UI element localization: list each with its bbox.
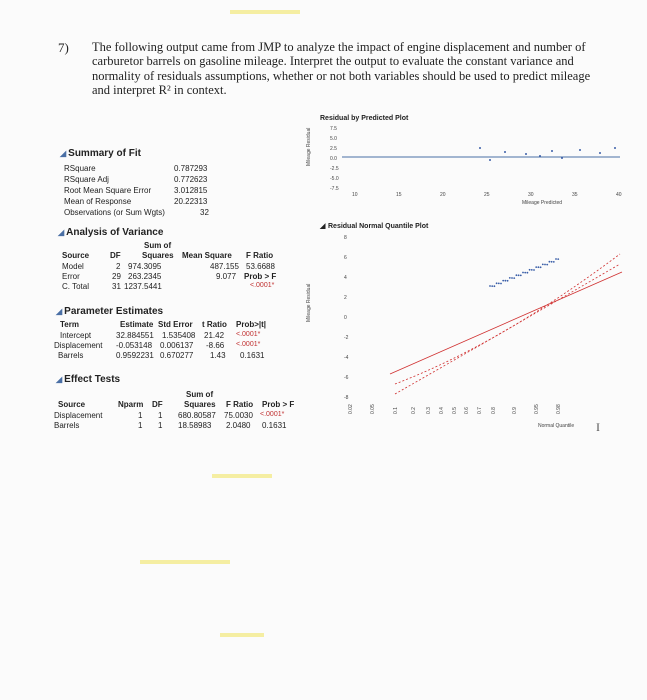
residual-point xyxy=(579,149,581,151)
anova-ss: 974.3095 xyxy=(128,262,162,271)
effect-source: Displacement xyxy=(54,411,103,420)
residual-plot-ytick: 5.0 xyxy=(330,136,337,142)
anova-source: C. Total xyxy=(62,282,89,291)
quantile-point xyxy=(542,264,544,266)
quantile-point xyxy=(531,269,533,271)
effect-header-df: DF xyxy=(152,400,163,409)
quantile-plot-xtick: 0.9 xyxy=(512,407,518,414)
param-est: -0.053148 xyxy=(116,341,153,350)
quantile-point xyxy=(522,272,524,274)
quantile-point xyxy=(500,283,502,285)
residual-point xyxy=(599,152,601,154)
effect-header-ss-top: Sum of xyxy=(186,390,214,399)
residual-point xyxy=(504,151,506,153)
param-se: 1.535408 xyxy=(162,331,196,340)
effect-ss: 18.58983 xyxy=(178,421,212,430)
quantile-plot-ytick: -6 xyxy=(344,375,349,381)
residual-plot-xtick: 30 xyxy=(528,192,534,198)
disclosure-triangle-icon[interactable]: ◢ xyxy=(56,375,63,384)
effect-tests xyxy=(56,374,316,444)
residual-plot-yticks xyxy=(330,126,339,192)
quantile-point xyxy=(529,269,531,271)
param-header-est: Estimate xyxy=(120,320,154,329)
param-t: 21.42 xyxy=(204,331,225,340)
residual-plot-ytick: -2.5 xyxy=(330,166,339,172)
anova-header-ms: Mean Square xyxy=(182,251,232,260)
quantile-point xyxy=(518,274,520,276)
residual-point xyxy=(614,147,616,149)
effect-f: 2.0480 xyxy=(226,421,251,430)
effect-tests-title[interactable]: ◢ Effect Tests xyxy=(56,374,121,385)
effect-header-source: Source xyxy=(58,400,86,409)
quantile-point xyxy=(489,285,491,287)
param-p: <.0001* xyxy=(236,331,261,338)
effect-nparm: 1 xyxy=(138,421,143,430)
anova-ss: 1237.5441 xyxy=(124,282,162,291)
anova-df: 31 xyxy=(112,282,121,291)
quantile-point xyxy=(557,258,559,260)
quantile-point xyxy=(498,283,500,285)
margin-mark: I xyxy=(596,420,600,434)
residual-plot-xtick: 10 xyxy=(352,192,358,198)
quantile-point xyxy=(546,264,548,266)
residual-plot-xlabel: Mileage Predicted xyxy=(522,200,563,206)
quantile-point xyxy=(544,264,546,266)
quantile-point xyxy=(549,261,551,263)
anova-prob-label: Prob > F xyxy=(244,272,277,281)
param-se: 0.006137 xyxy=(160,341,194,350)
residual-plot-ytick: -7.5 xyxy=(330,186,339,192)
quantile-point xyxy=(555,258,557,260)
residual-points xyxy=(479,147,616,161)
quantile-point xyxy=(513,277,515,279)
param-p: <.0001* xyxy=(236,341,261,348)
anova-pvalue: <.0001* xyxy=(250,282,275,289)
sof-value: 20.22313 xyxy=(174,197,208,206)
residual-plot-ytick: 2.5 xyxy=(330,146,337,152)
quantile-point xyxy=(538,266,540,268)
quantile-point xyxy=(520,275,522,277)
quantile-point xyxy=(496,282,498,284)
residual-plot-ytick: -5.0 xyxy=(330,176,339,182)
residual-point xyxy=(479,147,481,149)
quantile-plot-xtick: 0.5 xyxy=(452,407,458,414)
residual-normal-quantile-plot xyxy=(300,214,630,444)
quantile-plot-xticks xyxy=(348,404,562,414)
question-text: The following output came from JMP to analyze the impact of engine displacement and number of carburetor barrels on gasoline mileage. Interpret the output to evaluate the constant variance and normality of residuals assumptions, whether or not both variables should be used to predict mileage and interpret R² in context. xyxy=(92,40,591,97)
quantile-plot-ytick: 8 xyxy=(344,235,347,241)
quantile-point xyxy=(505,280,507,282)
normal-reference-line xyxy=(390,272,622,374)
anova-header-f: F Ratio xyxy=(246,251,274,260)
quantile-plot-title-tri: ◢ xyxy=(320,223,326,230)
quantile-plot-yticks xyxy=(344,235,349,401)
param-est: 0.9592231 xyxy=(116,351,154,360)
quantile-point xyxy=(553,261,555,263)
residual-point xyxy=(561,157,563,159)
quantile-plot-xtick: 0.4 xyxy=(439,407,445,414)
residual-plot-ytick: 0.0 xyxy=(330,156,337,162)
sof-label: Observations (or Sum Wgts) xyxy=(64,208,165,217)
anova-ms: 487.155 xyxy=(210,262,239,271)
quantile-plot-title: Residual Normal Quantile Plot xyxy=(328,223,429,230)
param-p: 0.1631 xyxy=(240,351,265,360)
quantile-plot-xtick: 0.95 xyxy=(534,404,540,414)
residual-plot-ylabel: Mileage Residual xyxy=(306,127,312,166)
quantile-plot-xtick: 0.3 xyxy=(426,407,432,414)
residual-point xyxy=(525,153,527,155)
disclosure-triangle-icon[interactable]: ◢ xyxy=(58,228,65,237)
sof-value: 3.012815 xyxy=(174,186,208,195)
residual-plot-xtick: 25 xyxy=(484,192,490,198)
quantile-plot-xtick: 0.2 xyxy=(411,407,417,414)
quantile-points xyxy=(489,258,559,287)
quantile-plot-ytick: 4 xyxy=(344,275,347,281)
anova-source: Error xyxy=(62,272,80,281)
param-est: 32.884551 xyxy=(116,331,154,340)
quantile-plot-xtick: 0.8 xyxy=(491,407,497,414)
param-term: Displacement xyxy=(54,341,103,350)
residual-plot-xtick: 20 xyxy=(440,192,446,198)
quantile-point xyxy=(507,280,509,282)
anova-header-ss-top: Sum of xyxy=(144,241,172,250)
disclosure-triangle-icon[interactable]: ◢ xyxy=(56,307,63,316)
quantile-plot-xtick: 0.7 xyxy=(477,407,483,414)
anova-ss: 263.2345 xyxy=(128,272,162,281)
quantile-plot-xlabel: Normal Quantile xyxy=(538,423,575,429)
sof-label: RSquare xyxy=(64,164,96,173)
quantile-point xyxy=(535,266,537,268)
anova-source: Model xyxy=(62,262,84,271)
quantile-point xyxy=(533,269,535,271)
residual-point xyxy=(539,155,541,157)
anova-header-df: DF xyxy=(110,251,121,260)
quantile-point xyxy=(494,285,496,287)
highlighter-mark xyxy=(220,633,264,637)
question-number: 7) xyxy=(58,40,69,55)
quantile-point xyxy=(516,274,518,276)
quantile-plot-ytick: 0 xyxy=(344,315,347,321)
effect-p: <.0001* xyxy=(260,411,285,418)
residual-point xyxy=(489,159,491,161)
quantile-plot-ytick: 6 xyxy=(344,255,347,261)
quantile-point xyxy=(551,261,553,263)
param-header-term: Term xyxy=(60,320,79,329)
sof-value: 32 xyxy=(200,208,209,217)
quantile-point xyxy=(509,277,511,279)
sof-label: Root Mean Square Error xyxy=(64,186,152,195)
param-header-se: Std Error xyxy=(158,320,193,329)
parameter-estimates xyxy=(56,306,296,368)
quantile-plot-ytick: 2 xyxy=(344,295,347,301)
quantile-plot-ytick: -2 xyxy=(344,335,349,341)
effect-f: 75.0030 xyxy=(224,411,253,420)
sof-label: RSquare Adj xyxy=(64,175,109,184)
anova-ms: 9.077 xyxy=(216,272,237,281)
quantile-plot-ylabel: Mileage Residual xyxy=(306,283,312,322)
effect-p: 0.1631 xyxy=(262,421,287,430)
residual-plot-ytick: 7.5 xyxy=(330,126,337,132)
residual-plot-xtick: 35 xyxy=(572,192,578,198)
param-se: 0.670277 xyxy=(160,351,194,360)
quantile-plot-xtick: 0.1 xyxy=(393,407,399,414)
residual-plot-title: Residual by Predicted Plot xyxy=(320,115,409,122)
anova-df: 2 xyxy=(116,262,121,271)
effect-nparm: 1 xyxy=(138,411,143,420)
param-term: Intercept xyxy=(60,331,92,340)
anova-df: 29 xyxy=(112,272,121,281)
highlighter-mark xyxy=(140,560,230,564)
residual-plot-xtick: 40 xyxy=(616,192,622,198)
effect-header-nparm: Nparm xyxy=(118,400,144,409)
quantile-plot-xtick: 0.05 xyxy=(370,404,376,414)
effect-df: 1 xyxy=(158,411,163,420)
effect-header-f: F Ratio xyxy=(226,400,254,409)
sof-value: 0.787293 xyxy=(174,164,208,173)
quantile-point xyxy=(511,277,513,279)
param-t: -8.66 xyxy=(206,341,225,350)
param-header-t: t Ratio xyxy=(202,320,227,329)
effect-header-ss: Squares xyxy=(184,400,216,409)
quantile-plot-xtick: 0.02 xyxy=(348,404,354,414)
effect-df: 1 xyxy=(158,421,163,430)
effect-ss: 680.80587 xyxy=(178,411,216,420)
param-t: 1.43 xyxy=(210,351,226,360)
highlighter-mark xyxy=(212,474,272,478)
quantile-plot-xtick: 0.98 xyxy=(556,404,562,414)
quantile-point xyxy=(524,272,526,274)
param-header-p: Prob>|t| xyxy=(236,320,267,329)
anova-f: 53.6688 xyxy=(246,262,275,271)
param-term: Barrels xyxy=(58,351,84,360)
effect-source: Barrels xyxy=(54,421,80,430)
effect-header-p: Prob > F xyxy=(262,400,295,409)
anova-header-source: Source xyxy=(62,251,90,260)
summary-of-fit-title[interactable]: ◢ Summary of Fit xyxy=(60,148,141,159)
quantile-plot-xtick: 0.6 xyxy=(464,407,470,414)
highlighter-mark xyxy=(230,10,300,14)
quantile-plot-ytick: -8 xyxy=(344,395,349,401)
confidence-band-upper xyxy=(395,254,620,384)
sof-value: 0.772623 xyxy=(174,175,208,184)
analysis-of-variance xyxy=(58,227,298,302)
residual-plot-xticks xyxy=(352,192,622,198)
param-title[interactable]: ◢ Parameter Estimates xyxy=(56,306,164,317)
residual-point xyxy=(551,150,553,152)
quantile-point xyxy=(527,272,529,274)
sof-label: Mean of Response xyxy=(64,197,132,206)
anova-header-ss: Squares xyxy=(142,251,174,260)
quantile-point xyxy=(491,285,493,287)
quantile-point xyxy=(502,280,504,282)
quantile-plot-ytick: -4 xyxy=(344,355,349,361)
residual-plot-xtick: 15 xyxy=(396,192,402,198)
disclosure-triangle-icon[interactable]: ◢ xyxy=(60,149,67,158)
anova-title[interactable]: ◢ Analysis of Variance xyxy=(58,227,164,238)
quantile-point xyxy=(540,266,542,268)
residual-by-predicted-plot xyxy=(300,108,630,216)
